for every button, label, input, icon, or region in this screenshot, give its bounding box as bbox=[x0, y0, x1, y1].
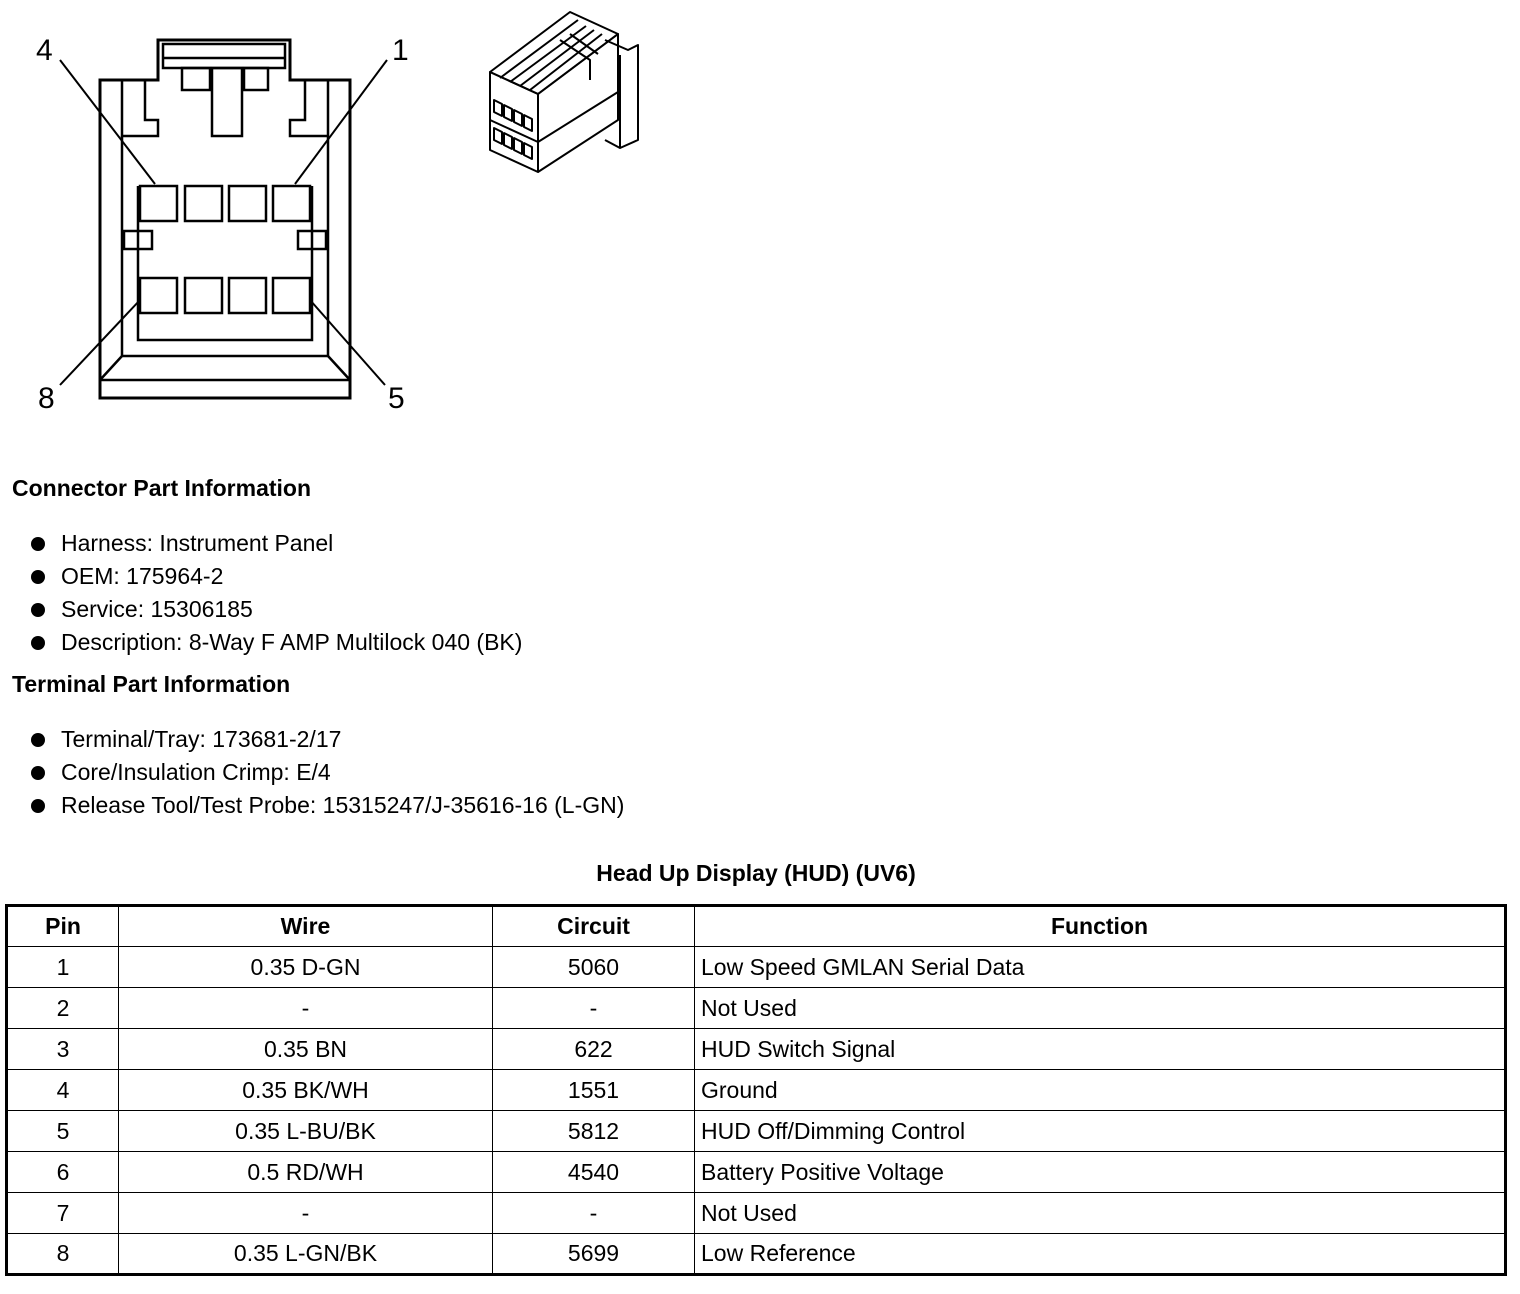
table-row bbox=[7, 1070, 1506, 1111]
cell-circuit: 5060 bbox=[493, 947, 695, 988]
cell-pin: 5 bbox=[7, 1111, 119, 1152]
table-row bbox=[7, 1111, 1506, 1152]
cell-function: Low Reference bbox=[695, 1234, 1506, 1275]
connector-info-list bbox=[30, 527, 522, 659]
cell-function: HUD Off/Dimming Control bbox=[695, 1111, 1506, 1152]
pin-callout-5: 5 bbox=[388, 382, 405, 415]
bullet-icon bbox=[31, 537, 45, 551]
connector-front-view bbox=[0, 0, 440, 440]
connector-info-harness: Harness: Instrument Panel bbox=[61, 530, 334, 556]
table-header-row bbox=[7, 906, 1506, 947]
column-header-wire: Wire bbox=[119, 906, 493, 947]
cell-function: Ground bbox=[695, 1070, 1506, 1111]
table-row bbox=[7, 947, 1506, 988]
bullet-icon bbox=[31, 636, 45, 650]
cell-pin: 4 bbox=[7, 1070, 119, 1111]
list-item bbox=[30, 560, 522, 593]
terminal-info-list bbox=[30, 723, 624, 822]
column-header-pin: Pin bbox=[7, 906, 119, 947]
table-title: Head Up Display (HUD) (UV6) bbox=[596, 860, 916, 886]
column-header-circuit: Circuit bbox=[493, 906, 695, 947]
cell-pin: 6 bbox=[7, 1152, 119, 1193]
cell-wire: 0.35 BN bbox=[119, 1029, 493, 1070]
cell-wire: 0.35 BK/WH bbox=[119, 1070, 493, 1111]
table-row bbox=[7, 988, 1506, 1029]
table-row bbox=[7, 1193, 1506, 1234]
pin-callout-1: 1 bbox=[392, 34, 409, 67]
cell-circuit: 4540 bbox=[493, 1152, 695, 1193]
cell-wire: 0.35 L-GN/BK bbox=[119, 1234, 493, 1275]
cell-wire: 0.5 RD/WH bbox=[119, 1152, 493, 1193]
cell-circuit: 5812 bbox=[493, 1111, 695, 1152]
list-item bbox=[30, 593, 522, 626]
cell-circuit: 1551 bbox=[493, 1070, 695, 1111]
cell-pin: 1 bbox=[7, 947, 119, 988]
list-item bbox=[30, 527, 522, 560]
list-item bbox=[30, 723, 624, 756]
cell-wire: 0.35 D-GN bbox=[119, 947, 493, 988]
column-header-function: Function bbox=[695, 906, 1506, 947]
connector-info-description: Description: 8-Way F AMP Multilock 040 (BK) bbox=[61, 629, 523, 655]
cell-circuit: 5699 bbox=[493, 1234, 695, 1275]
bullet-icon bbox=[31, 799, 45, 813]
list-item bbox=[30, 756, 624, 789]
connector-info-heading: Connector Part Information bbox=[12, 475, 312, 501]
connector-info-oem: OEM: 175964-2 bbox=[61, 563, 224, 589]
cell-wire: - bbox=[119, 1193, 493, 1234]
connector-info-service: Service: 15306185 bbox=[61, 596, 253, 622]
connector-isometric-view bbox=[470, 0, 660, 190]
cell-pin: 3 bbox=[7, 1029, 119, 1070]
pin-callout-8: 8 bbox=[38, 382, 55, 415]
table-row bbox=[7, 1234, 1506, 1275]
cell-circuit: 622 bbox=[493, 1029, 695, 1070]
cell-pin: 7 bbox=[7, 1193, 119, 1234]
pinout-table bbox=[5, 904, 1507, 1276]
terminal-info-crimp: Core/Insulation Crimp: E/4 bbox=[61, 759, 331, 785]
table-row bbox=[7, 1029, 1506, 1070]
list-item bbox=[30, 626, 522, 659]
cell-wire: 0.35 L-BU/BK bbox=[119, 1111, 493, 1152]
bullet-icon bbox=[31, 733, 45, 747]
table-row bbox=[7, 1152, 1506, 1193]
cell-wire: - bbox=[119, 988, 493, 1029]
cell-function: HUD Switch Signal bbox=[695, 1029, 1506, 1070]
terminal-info-tray: Terminal/Tray: 173681-2/17 bbox=[61, 726, 342, 752]
terminal-info-release-tool: Release Tool/Test Probe: 15315247/J-35616-16 (L-GN) bbox=[61, 792, 625, 818]
terminal-info-heading: Terminal Part Information bbox=[12, 671, 291, 697]
pin-callout-4: 4 bbox=[36, 34, 53, 67]
cell-function: Not Used bbox=[695, 988, 1506, 1029]
cell-function: Not Used bbox=[695, 1193, 1506, 1234]
cell-circuit: - bbox=[493, 1193, 695, 1234]
bullet-icon bbox=[31, 766, 45, 780]
cell-function: Battery Positive Voltage bbox=[695, 1152, 1506, 1193]
bullet-icon bbox=[31, 570, 45, 584]
cell-circuit: - bbox=[493, 988, 695, 1029]
cell-pin: 2 bbox=[7, 988, 119, 1029]
cell-function: Low Speed GMLAN Serial Data bbox=[695, 947, 1506, 988]
bullet-icon bbox=[31, 603, 45, 617]
cell-pin: 8 bbox=[7, 1234, 119, 1275]
list-item bbox=[30, 789, 624, 822]
